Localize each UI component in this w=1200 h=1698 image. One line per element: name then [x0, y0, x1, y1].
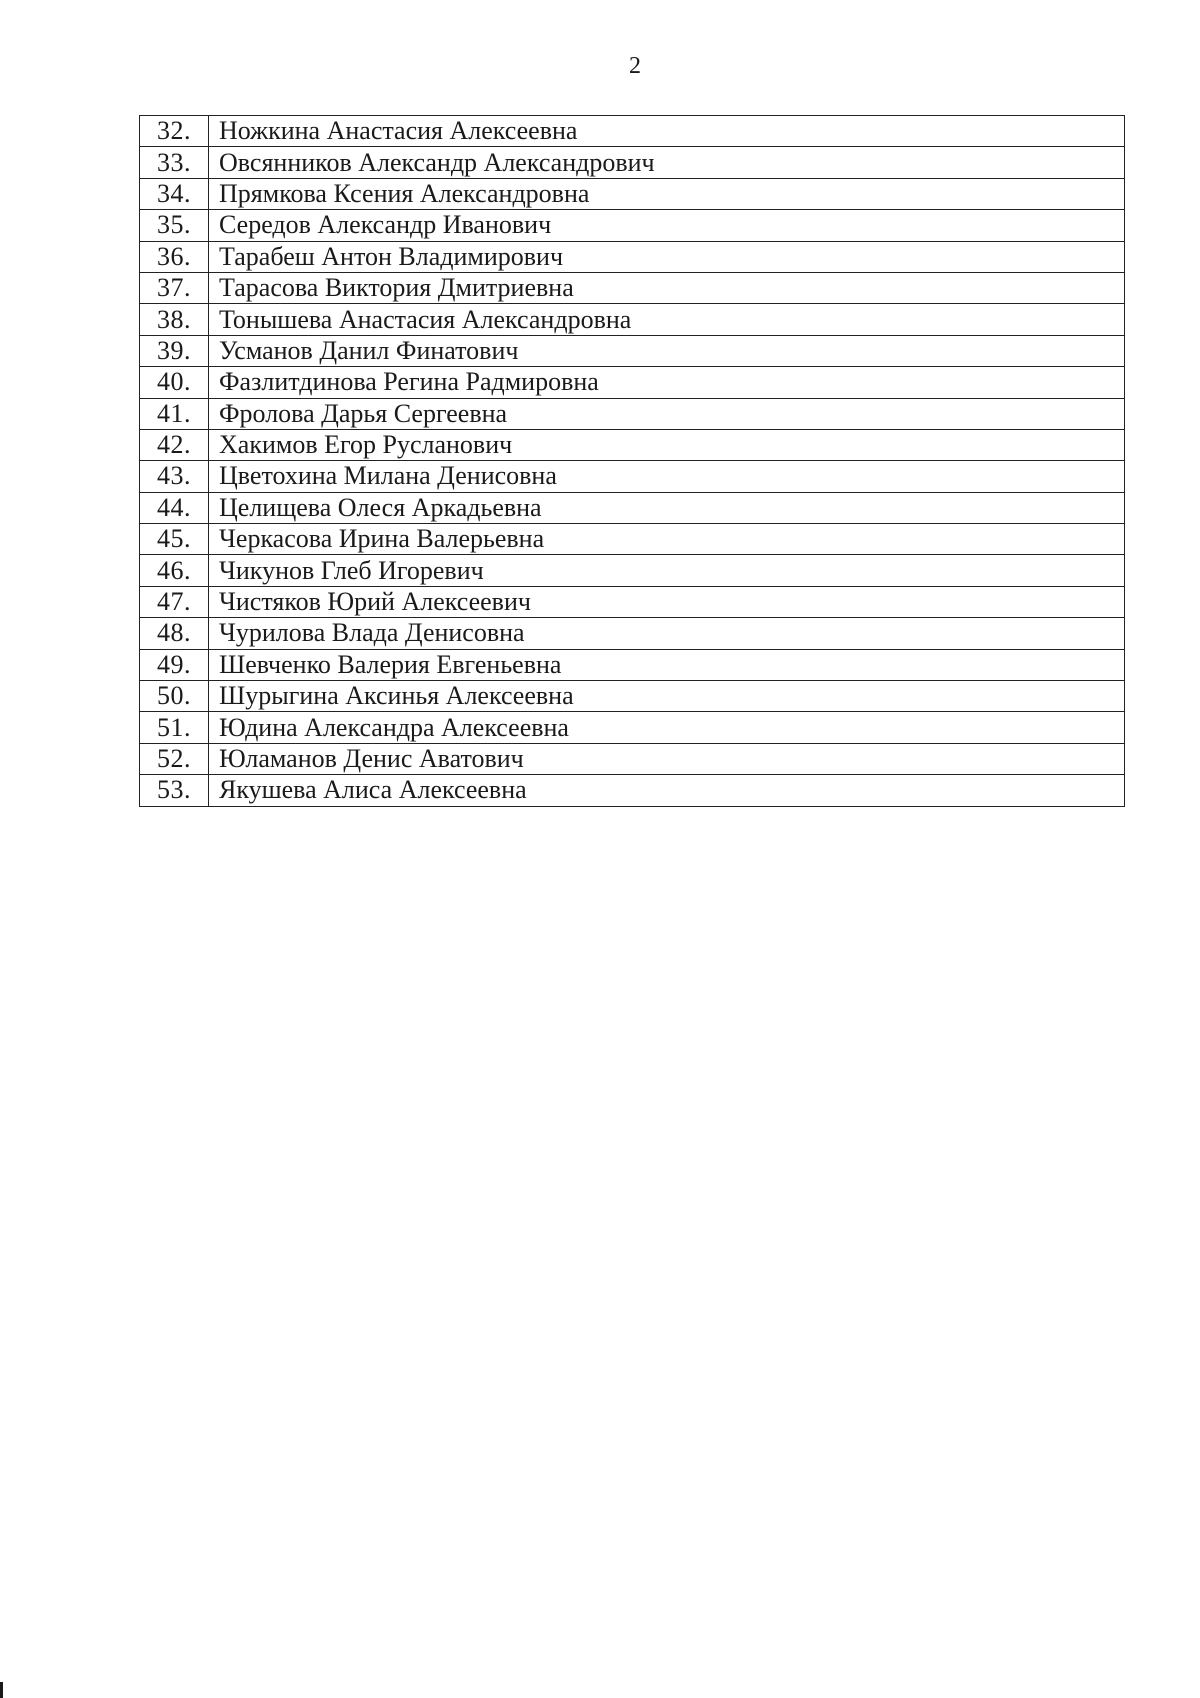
row-number: 39. — [140, 335, 209, 366]
table-row — [140, 429, 1125, 460]
table-row — [140, 272, 1125, 303]
person-name: Юдина Александра Алексеевна — [209, 712, 1125, 743]
row-number: 40. — [140, 367, 209, 398]
person-name: Чистяков Юрий Алексеевич — [209, 586, 1125, 617]
table-row — [140, 524, 1125, 555]
row-number: 36. — [140, 241, 209, 272]
person-name: Усманов Данил Финатович — [209, 335, 1125, 366]
person-name: Юламанов Денис Аватович — [209, 743, 1125, 774]
names-table — [139, 115, 1125, 807]
row-number: 43. — [140, 461, 209, 492]
row-number: 35. — [140, 210, 209, 241]
row-number: 47. — [140, 586, 209, 617]
person-name: Фролова Дарья Сергеевна — [209, 398, 1125, 429]
person-name: Овсянников Александр Александрович — [209, 147, 1125, 178]
person-name: Ножкина Анастасия Алексеевна — [209, 116, 1125, 147]
table-row — [140, 304, 1125, 335]
row-number: 33. — [140, 147, 209, 178]
table-row — [140, 618, 1125, 649]
table-row — [140, 555, 1125, 586]
table-row — [140, 775, 1125, 806]
row-number: 34. — [140, 178, 209, 209]
table-row — [140, 681, 1125, 712]
table-row — [140, 398, 1125, 429]
row-number: 49. — [140, 649, 209, 680]
row-number: 42. — [140, 429, 209, 460]
row-number: 44. — [140, 492, 209, 523]
row-number: 32. — [140, 116, 209, 147]
person-name: Чурилова Влада Денисовна — [209, 618, 1125, 649]
table-row — [140, 743, 1125, 774]
person-name: Черкасова Ирина Валерьевна — [209, 524, 1125, 555]
row-number: 46. — [140, 555, 209, 586]
row-number: 52. — [140, 743, 209, 774]
row-number: 37. — [140, 272, 209, 303]
person-name: Целищева Олеся Аркадьевна — [209, 492, 1125, 523]
person-name: Хакимов Егор Русланович — [209, 429, 1125, 460]
table-row — [140, 241, 1125, 272]
table-row — [140, 210, 1125, 241]
table-row — [140, 461, 1125, 492]
names-table-body — [140, 116, 1125, 807]
table-row — [140, 367, 1125, 398]
person-name: Тарабеш Антон Владимирович — [209, 241, 1125, 272]
row-number: 45. — [140, 524, 209, 555]
row-number: 50. — [140, 681, 209, 712]
person-name: Шурыгина Аксинья Алексеевна — [209, 681, 1125, 712]
row-number: 53. — [140, 775, 209, 806]
person-name: Шевченко Валерия Евгеньевна — [209, 649, 1125, 680]
row-number: 51. — [140, 712, 209, 743]
person-name: Тонышева Анастасия Александровна — [209, 304, 1125, 335]
person-name: Фазлитдинова Регина Радмировна — [209, 367, 1125, 398]
person-name: Якушева Алиса Алексеевна — [209, 775, 1125, 806]
table-row — [140, 649, 1125, 680]
person-name: Цветохина Милана Денисовна — [209, 461, 1125, 492]
table-row — [140, 712, 1125, 743]
table-row — [140, 178, 1125, 209]
person-name: Прямкова Ксения Александровна — [209, 178, 1125, 209]
row-number: 48. — [140, 618, 209, 649]
table-row — [140, 586, 1125, 617]
row-number: 38. — [140, 304, 209, 335]
page-number: 2 — [629, 53, 641, 79]
table-row — [140, 335, 1125, 366]
person-name: Середов Александр Иванович — [209, 210, 1125, 241]
table-row — [140, 116, 1125, 147]
person-name: Тарасова Виктория Дмитриевна — [209, 272, 1125, 303]
row-number: 41. — [140, 398, 209, 429]
table-row — [140, 147, 1125, 178]
person-name: Чикунов Глеб Игоревич — [209, 555, 1125, 586]
table-row — [140, 492, 1125, 523]
scan-edge-mark — [0, 1682, 3, 1698]
